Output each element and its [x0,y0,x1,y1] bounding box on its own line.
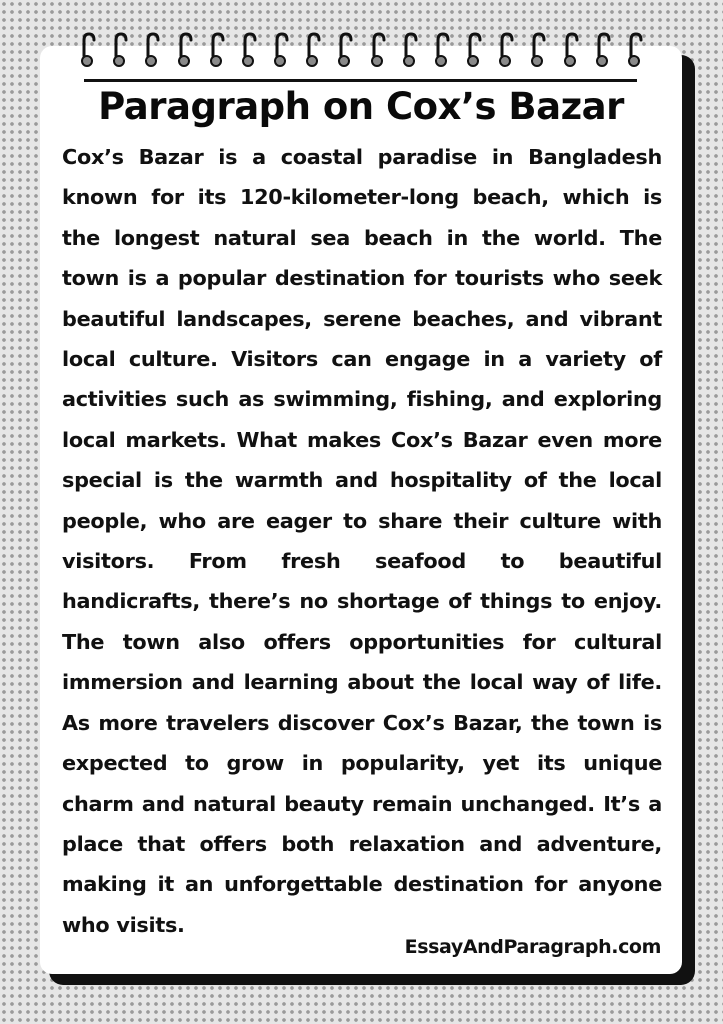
notebook-spiral-icon [239,32,257,72]
site-watermark: EssayAndParagraph.com [404,936,661,958]
notebook-spiral-icon [593,32,611,72]
notebook-spiral-icon [207,32,225,72]
notebook-spiral-icon [625,32,643,72]
notebook-spiral-icon [464,32,482,72]
notebook-spiral-icon [400,32,418,72]
title-divider [84,79,637,82]
notebook-spirals [78,32,643,72]
notebook-spiral-icon [271,32,289,72]
notebook-spiral-icon [368,32,386,72]
notebook-spiral-icon [303,32,321,72]
notebook-spiral-icon [335,32,353,72]
notebook-spiral-icon [78,32,96,72]
notebook-spiral-icon [110,32,128,72]
notebook-spiral-icon [561,32,579,72]
essay-paragraph: Cox’s Bazar is a coastal paradise in Bangladesh known for its 120-kilometer-long beach, which is the longest natural sea beach in the world. The town is a popular destination for tourists who seek beautiful landscapes, serene beaches, and vibrant local culture. Visitors can engage in a variety of activities such as swimming, fishing, and exploring local markets. What makes Cox’s Bazar even more special is the warmth and hospitality of the local people, who are eager to share their culture with visitors. From fresh seafood to beautiful handicrafts, there’s no shortage of things to enjoy. The town also offers opportunities for cultural immersion and learning about the local way of life. As more travelers discover Cox’s Bazar, the town is expected to grow in popularity, yet its unique charm and natural beauty remain unchanged. It’s a place that offers both relaxation and adventure, making it an unforgettable destination for anyone who visits. [62,145,662,937]
page-title: Paragraph on Cox’s Bazar [98,85,624,128]
notebook-spiral-icon [175,32,193,72]
notebook-spiral-icon [528,32,546,72]
notebook-spiral-icon [142,32,160,72]
notebook-spiral-icon [432,32,450,72]
notebook-spiral-icon [496,32,514,72]
